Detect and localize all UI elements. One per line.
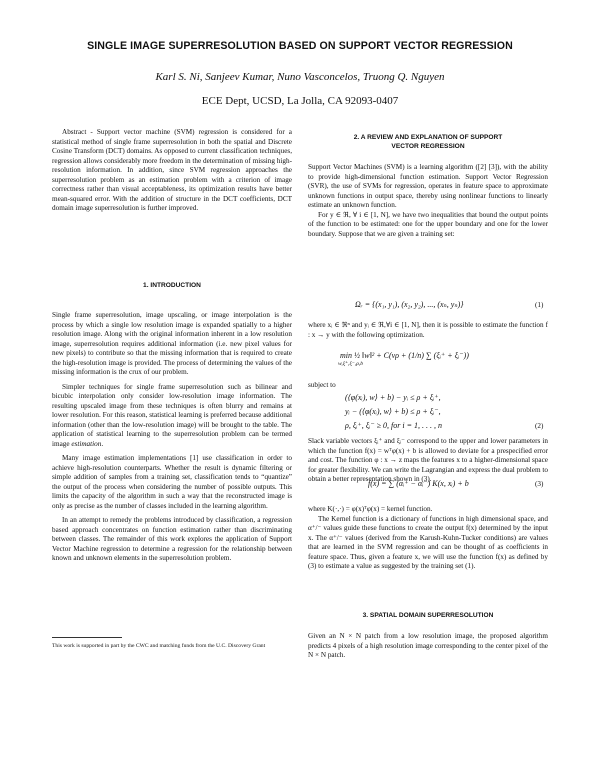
- paragraph: Many image estimation implementations [1] use classification in order to achieve high-resolution counterparts. Whether the result is dynamic filtering or simple addition of samples from a training set, classification tends to “quantize” the output of the process when considering the number of possible outputs. This limits the capacity of the algorithm in such a way that the reconstructed image is only as precise as the number of classes included in the learning algorithm.: [52, 454, 292, 510]
- equation-1: Ωᵣ = {(x₁, y₁), (x₂, y₂), ..., (xₙ, yₙ)}: [355, 300, 464, 309]
- equation-3-number: (3): [535, 480, 544, 488]
- footnote-rule: [52, 637, 122, 638]
- paragraph: where K(·,·) = φ(x)ᵀφ(x) = kernel function.: [308, 505, 433, 513]
- constraint-1: (⟨φ(xᵢ), w⟩ + b) − yᵢ ≤ ρ + ξᵢ⁺,: [345, 393, 441, 402]
- section-2-heading: [308, 134, 548, 151]
- author-list: Karl S. Ni, Sanjeev Kumar, Nuno Vasconcelos, Truong Q. Nguyen: [155, 71, 445, 83]
- abstract: [52, 128, 292, 214]
- equation-2-number: (2): [535, 422, 544, 430]
- paragraph: Single frame superresolution, image upscaling, or image interpolation is the process by which a single low resolution image is expanded spatially to a higher resolution image. Along with the original information inherent in a low resolution image, superresolution requires additional information (i.e. new pixel values for new pixels) to contribute so that the missing information that is required to create the high-resolution image is provided. The process of determining the values of the missing information is the crux of our problem.: [52, 311, 292, 376]
- subject-to-label: [308, 381, 548, 391]
- section-2-intro: [308, 163, 548, 239]
- section-1-body: [52, 311, 292, 564]
- section-2-where: [308, 321, 548, 340]
- paragraph: Given an N × N patch from a low resolution image, the proposed algorithm predicts 4 pixels of a high resolution image corresponding to the center pixel of the N × N patch.: [308, 632, 548, 659]
- section-1-heading: 1. INTRODUCTION: [143, 282, 201, 289]
- equation-3: f(x) = ∑ (αᵢ⁺ − αᵢ⁻) K(x, xᵢ) + b: [368, 479, 469, 488]
- paragraph: where xᵢ ∈ ℜⁿ and yᵢ ∈ ℜ,∀i ∈ [1, N], then it is possible to estimate the function f : x → y with the following optimization.: [308, 321, 548, 339]
- paper-title: SINGLE IMAGE SUPERRESOLUTION BASED ON SUPPORT VECTOR REGRESSION: [87, 40, 513, 52]
- affiliation: ECE Dept, UCSD, La Jolla, CA 92093-0407: [201, 95, 399, 107]
- constraint-3: ρ, ξᵢ⁺, ξᵢ⁻ ≥ 0, for i = 1, . . . , n: [345, 421, 443, 430]
- paragraph-text: .: [101, 439, 104, 448]
- footnote: This work is supported in part by the CWC and matching funds from the U.C. Discovery Grant: [52, 643, 266, 649]
- paragraph: Support Vector Machines (SVM) is a learning algorithm ([2] [3]), with the ability to provide high-dimensional function estimation. Support Vector Regression (SVR), the use of SVMs for regression, operates in feature space to approximate unknown functions in output space, thereby using nonlinear functions to linearly estimate an unknown function.: [308, 163, 548, 209]
- paragraph: The Kernel function is a dictionary of functions in high dimensional space, and α⁺/⁻ values guide these functions to create the output f(x) determined by the input x. The α⁺/⁻ values (derived from the Karush-Kuhn-Tucker conditions) are values that are learned in the SVM regression and can be thought of as coefficients in feature space. Thus, given a feature x, we will use the function f(x) as defined by (3) to estimate a value as suggested by the training set (1).: [308, 514, 548, 570]
- equation-1-number: (1): [535, 301, 544, 309]
- optimization-objective: min ½ ‖w‖² + C(νρ + (1/n) ∑ (ξᵢ⁺ + ξᵢ⁻)): [340, 351, 469, 360]
- emphasis: estimation: [71, 439, 102, 448]
- section-3-heading: 3. SPATIAL DOMAIN SUPERRESOLUTION: [362, 612, 494, 619]
- section-2-heading-line1: 2. A REVIEW AND EXPLANATION OF SUPPORT: [353, 134, 503, 141]
- constraint-2: yᵢ − (⟨φ(xᵢ), w⟩ + b) ≤ ρ + ξᵢ⁻,: [345, 407, 441, 416]
- optimization-variables: w,ξ⁺,ξ⁻,ρ,b: [338, 361, 364, 367]
- paragraph: Slack variable vectors ξᵢ⁺ and ξᵢ⁻ correspond to the upper and lower parameters in which the function f(x) = wᵀφ(x) + b is allowed to deviate for a prespecified error and cost. The function φ : x → z maps the features x to a higher-dimensional space for greater flexibility. We can write the Lagrangian and express the dual problem to obtain a better representation shown in (3).: [308, 437, 548, 483]
- paragraph: [52, 383, 292, 450]
- paragraph: For y ∈ ℜ, ∀ i ∈ [1, N], we have two inequalities that bound the output points of the function to be estimated: one for the upper boundary and one for the lower boundary. Suppose that we are given a training set:: [308, 210, 548, 238]
- section-2-heading-line2: VECTOR REGRESSION: [391, 142, 465, 150]
- subject-to: subject to: [308, 381, 336, 389]
- paragraph: In an attempt to remedy the problems introduced by classification, a regression based approach concentrates on function estimation rather than discriminating between classes. The remainder of this work explores the application of Support Vector Machine regression to determine a regression for the relationship between known and unknown elements in the superresolution problem.: [52, 516, 292, 562]
- section-2-kernel: [308, 505, 548, 572]
- abstract-text: Abstract - Support vector machine (SVM) regression is considered for a statistical method of single frame superresolution in both the spatial and Discrete Cosine Transform (DCT) domains. As opposed to current classification techniques, regression allows considerably more freedom in the determination of missing high-resolution information. In addition, since SVM regression approaches the superresolution problem as an estimation problem with a criterion of image correctness rather than visual acceptableness, its optimization results have better mean-squared error. With the addition of structure in the DCT coefficients, DCT domain image superresolution is further improved.: [52, 128, 292, 212]
- section-3-body: [308, 632, 548, 661]
- paragraph-text: Simpler techniques for single frame superresolution such as bilinear and bicubic interpolation only consider low-resolution image information. The resulting upscaled image from these techniques is often blurry and remains at lower resolution. For this reason, statistical learning is preferred because additional information (other than the low-resolution image) will be brought to the table. The application of statistical learning to the superresolution problem can be termed image: [52, 382, 292, 448]
